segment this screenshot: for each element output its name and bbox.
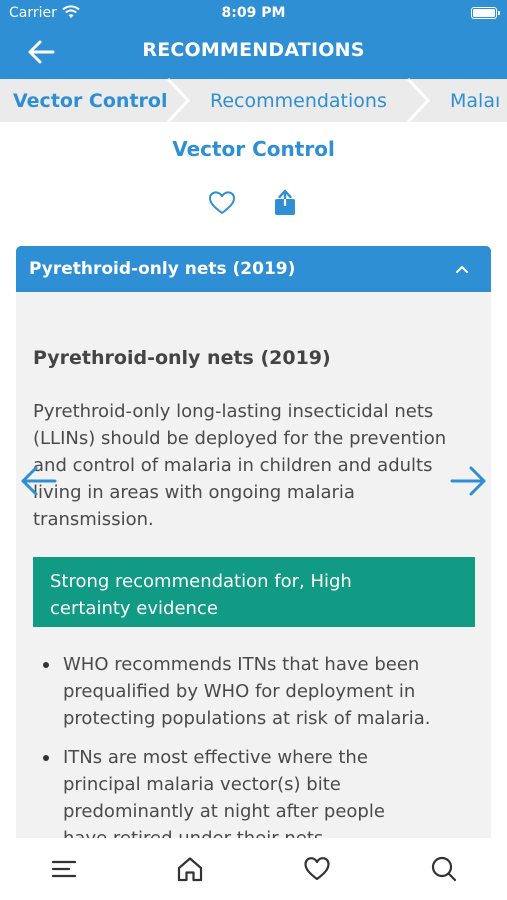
- breadcrumb-item-vector-control[interactable]: Vector Control: [13, 90, 168, 112]
- bullet-line: prequalified by WHO for deployment in: [63, 681, 416, 702]
- previous-arrow-icon[interactable]: [19, 463, 59, 499]
- bullet-line: protecting populations at risk of malaria.: [63, 708, 431, 729]
- card-title: Pyrethroid-only nets (2019): [33, 347, 331, 369]
- status-bar: [0, 0, 507, 28]
- accordion-header[interactable]: [16, 246, 491, 292]
- app-header: [0, 0, 507, 79]
- list-item: [33, 744, 477, 852]
- card-body-text: [33, 398, 477, 533]
- recommendation-line: Strong recommendation for, High: [50, 571, 352, 592]
- favorites-heart-icon[interactable]: [303, 855, 331, 883]
- accordion-header-label: Pyrethroid-only nets (2019): [29, 259, 296, 279]
- body-line: (LLINs) should be deployed for the prevention: [33, 428, 447, 449]
- battery-icon: [471, 7, 497, 19]
- status-time: 8:09 PM: [221, 5, 286, 21]
- bullet-line: principal malaria vector(s) bite: [63, 774, 341, 795]
- bullet-line: ITNs are most effective where the: [63, 747, 368, 768]
- recommendation-strength-banner: [33, 557, 475, 627]
- bullet-line: predominantly at night after people: [63, 801, 385, 822]
- search-icon[interactable]: [430, 855, 458, 883]
- section-title: Vector Control: [172, 137, 335, 161]
- bullet-line: WHO recommends ITNs that have been: [63, 654, 420, 675]
- page-title: RECOMMENDATIONS: [142, 39, 365, 61]
- body-line: living in areas with ongoing malaria: [33, 482, 355, 503]
- home-icon[interactable]: [176, 855, 204, 883]
- carrier-label: Carrier: [9, 5, 57, 21]
- bullet-list: [33, 651, 477, 864]
- breadcrumb-item-malaria[interactable]: Malaı: [450, 90, 501, 112]
- body-line: transmission.: [33, 509, 154, 530]
- recommendation-line: certainty evidence: [50, 598, 218, 619]
- menu-icon[interactable]: [50, 855, 78, 883]
- favorite-heart-icon[interactable]: [208, 190, 236, 216]
- breadcrumb-item-recommendations[interactable]: Recommendations: [210, 90, 387, 112]
- chevron-up-icon[interactable]: [455, 264, 469, 274]
- share-icon[interactable]: [273, 190, 297, 216]
- breadcrumb-separator-icon: [166, 79, 192, 122]
- body-line: Pyrethroid-only long-lasting insecticidal nets: [33, 401, 434, 422]
- body-line: and control of malaria in children and adults: [33, 455, 433, 476]
- bottom-tab-bar: [0, 838, 507, 900]
- breadcrumb-separator-icon: [406, 79, 432, 122]
- list-item: [33, 651, 477, 732]
- breadcrumb: [0, 79, 507, 122]
- recommendation-card: [16, 246, 491, 838]
- next-arrow-icon[interactable]: [448, 463, 488, 499]
